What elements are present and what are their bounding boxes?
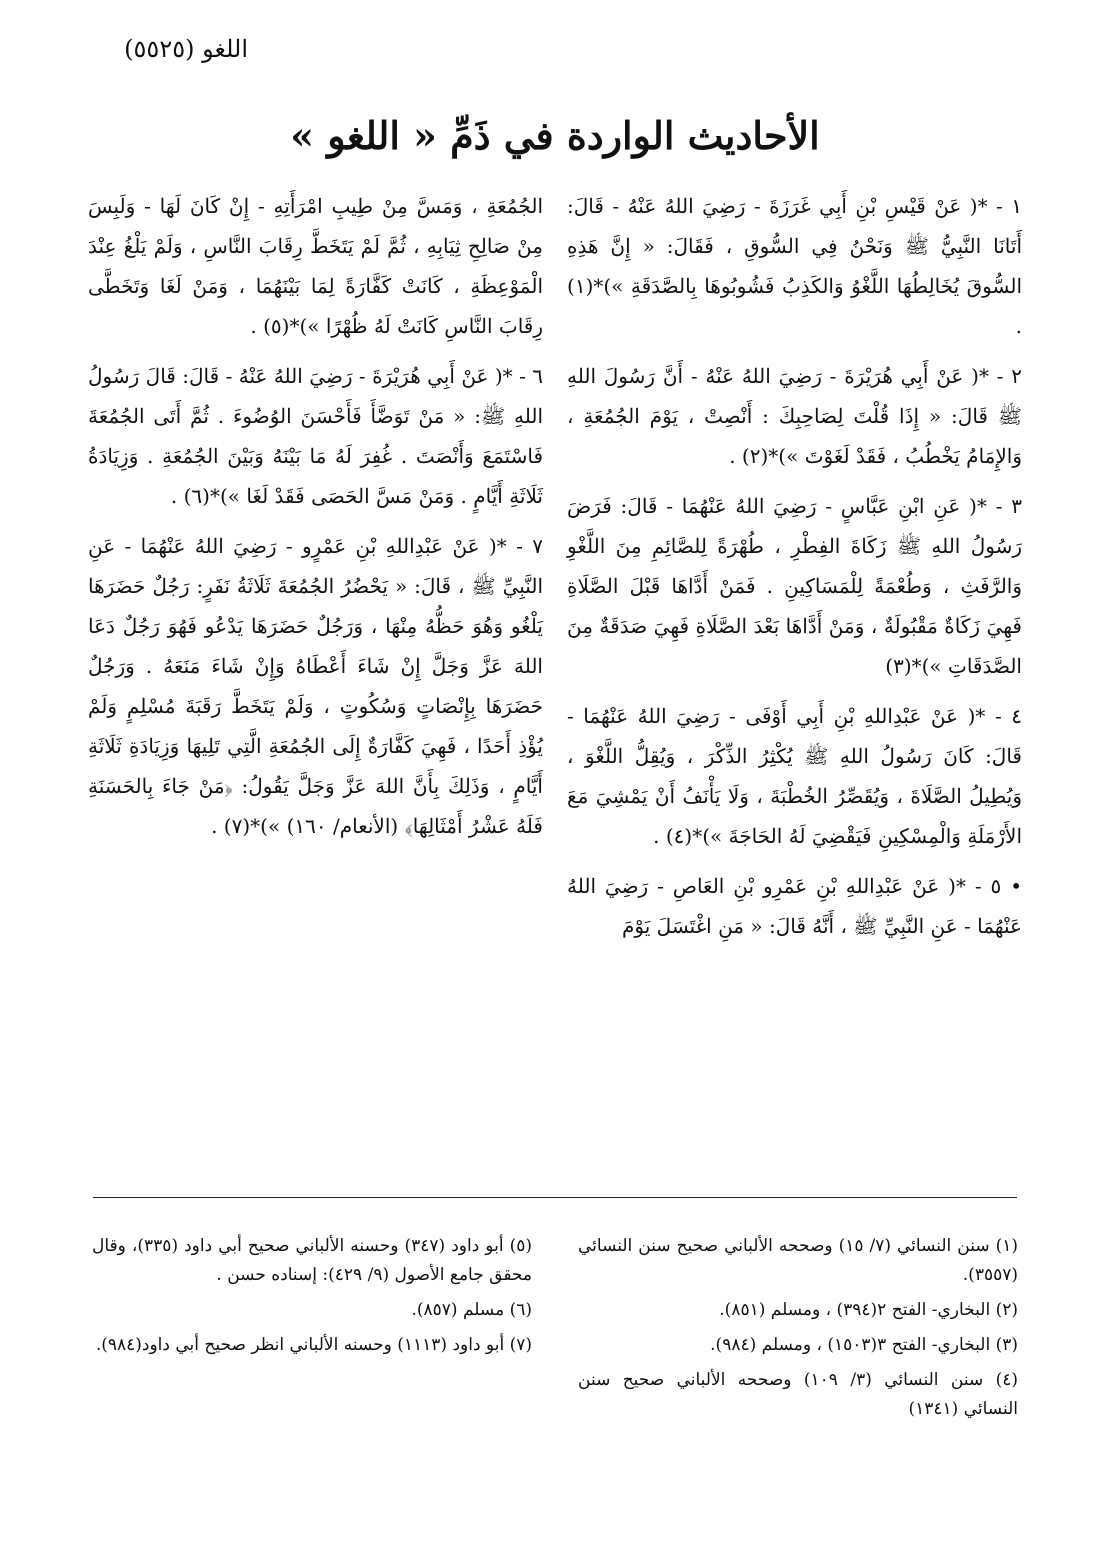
page-title: الأحاديث الواردة في ذَمِّ « اللغو »	[290, 113, 820, 158]
hadith-1: ١ - *( عَنْ قَيْسِ بْنِ أَبِي غَرَزَةَ - رَضِيَ اللهُ عَنْهُ - قَالَ: أَتَانَا النَّبِيُّ ﷺ وَنَحْنُ فِي السُّوقِ ، فَقَالَ: « إِنَّ هَذِهِ السُّوقَ يُخَالِطُهَا اللَّغْوُ وَالكَذِبُ فَشُوبُوهَا بِالصَّدَقَةِ »)*(١) .	[567, 194, 1022, 338]
hadith-column-right	[567, 186, 1022, 956]
footnotes-left	[92, 1232, 532, 1366]
footnote-5: (٥) أبو داود (٣٤٧) وحسنه الألباني صحيح أبي داود (٣٣٥)، وقال محقق جامع الأصول (٩/ ٤٢٩): إسناده حسن .	[92, 1236, 532, 1285]
footnote-6: (٦) مسلم (٨٥٧).	[411, 1300, 532, 1320]
hadith-5-continued: الجُمُعَةِ ، وَمَسَّ مِنْ طِيبِ امْرَأَتِهِ - إِنْ كَانَ لَهَا - وَلَبِسَ مِنْ صَالِحِ ثِيَابِهِ ، ثُمَّ لَمْ يَتَخَطَّ رِقَابَ النَّاسِ ، وَلَمْ يَلْغُ عِنْدَ الْمَوْعِظَةِ ، كَانَتْ كَفَّارَةً لِمَا بَيْنَهُمَا ، وَمَنْ لَغَا وَتَخَطَّى رِقَابَ النَّاسِ كَانَتْ لَهُ ظُهْرًا »)*(٥) .	[88, 194, 543, 338]
hadith-4: ٤ - *( عَنْ عَبْدِاللهِ بْنِ أَبِي أَوْفَى - رَضِيَ اللهُ عَنْهُمَا - قَالَ: كَانَ رَسُولُ اللهِ ﷺ يُكْثِرُ الذِّكْرَ ، وَيُقِلُّ اللَّغْوَ ، وَيُطِيلُ الصَّلَاةَ ، وَيُقَصِّرُ الخُطْبَةَ ، وَلَا يَأْنَفُ أَنْ يَمْشِيَ مَعَ الأَرْمَلَةِ وَالْمِسْكِينِ فَيَقْضِيَ لَهُ الحَاجَةَ »)*(٤) .	[567, 704, 1022, 848]
hadith-5-start: • ٥ - *( عَنْ عَبْدِاللهِ بْنِ عَمْرِو بْنِ العَاصِ - رَضِيَ اللهُ عَنْهُمَا - عَنِ النَّبِيِّ ﷺ ، أَنَّهُ قَالَ: « مَنِ اغْتَسَلَ يَوْمَ	[567, 874, 1022, 938]
footnote-3: (٣) البخاري- الفتح ٣(١٥٠٣) ، ومسلم (٩٨٤).	[710, 1335, 1018, 1355]
footnote-7: (٧) أبو داود (١١١٣) وحسنه الألباني انظر صحيح أبي داود(٩٨٤).	[95, 1335, 532, 1355]
footnotes-right	[578, 1232, 1018, 1430]
footnote-1: (١) سنن النسائي (٧/ ١٥) وصححه الألباني صحيح سنن النسائي (٣٥٥٧).	[578, 1236, 1018, 1285]
hadith-6: ٦ - *( عَنْ أَبِي هُرَيْرَةَ - رَضِيَ اللهُ عَنْهُ - قَالَ: قَالَ رَسُولُ اللهِ ﷺ: « مَنْ تَوَضَّأَ فَأَحْسَنَ الوُضُوءَ . ثُمَّ أَتَى الجُمُعَةَ فَاسْتَمَعَ وَأَنْصَتَ . غُفِرَ لَهُ مَا بَيْنَهُ وَبَيْنَ الجُمُعَةِ . وَزِيَادَةُ ثَلَاثَةِ أَيَّامٍ . وَمَنْ مَسَّ الحَصَى فَقَدْ لَغَا »)*(٦) .	[88, 364, 543, 508]
hadith-2: ٢ - *( عَنْ أَبِي هُرَيْرَةَ - رَضِيَ اللهُ عَنْهُ - أَنَّ رَسُولَ اللهِ ﷺ قَالَ: « إِذَا قُلْتَ لِصَاحِبِكَ : أَنْصِتْ ، يَوْمَ الجُمُعَةِ ، وَالإِمَامُ يَخْطُبُ ، فَقَدْ لَغَوْتَ »)*(٢) .	[567, 364, 1022, 468]
running-head: اللغو (٥٥٢٥)	[124, 35, 248, 63]
footnote-4: (٤) سنن النسائي (٣/ ١٠٩) وصححه الألباني صحيح سنن النسائي (١٣٤١)	[578, 1370, 1019, 1419]
hadith-7: ٧ - *( عَنْ عَبْدِاللهِ بْنِ عَمْرٍو - رَضِيَ اللهُ عَنْهُمَا - عَنِ النَّبِيِّ ﷺ ، قَالَ: « يَحْضُرُ الجُمُعَةَ ثَلَاثَةُ نَفَرٍ: رَجُلٌ حَضَرَهَا يَلْغُو وَهُوَ حَظُّهُ مِنْهَا ، وَرَجُلٌ حَضَرَهَا يَدْعُو فَهُوَ رَجُلٌ دَعَا اللهَ عَزَّ وَجَلَّ إِنْ شَاءَ أَعْطَاهُ وَإِنْ شَاءَ مَنَعَهُ . وَرَجُلٌ حَضَرَهَا بِإِنْصَاتٍ وَسُكُوتٍ ، وَلَمْ يَتَخَطَّ رَقَبَةَ مُسْلِمٍ وَلَمْ يُؤْذِ أَحَدًا ، فَهِيَ كَفَّارَةٌ إِلَى الجُمُعَةِ الَّتِي تَلِيهَا وَزِيَادَةِ ثَلَاثَةِ أَيَّامٍ ، وَذَلِكَ بِأَنَّ اللهَ عَزَّ وَجَلَّ يَقُولُ: ﴿مَنْ جَاءَ بِالحَسَنَةِ فَلَهُ عَشْرُ أَمْثَالِهَا﴾ (الأنعام/ ١٦٠) »)*(٧) .	[88, 534, 543, 838]
footnote-2: (٢) البخاري- الفتح ٢(٣٩٤) ، ومسلم (٨٥١).	[719, 1300, 1018, 1320]
hadith-3: ٣ - *( عَنِ ابْنِ عَبَّاسٍ - رَضِيَ اللهُ عَنْهُمَا - قَالَ: فَرَضَ رَسُولُ اللهِ ﷺ زَكَاةَ الفِطْرِ ، طُهْرَةً لِلصَّائِمِ مِنَ اللَّغْوِ وَالرَّفَثِ ، وَطُعْمَةً لِلْمَسَاكِينِ . فَمَنْ أَدَّاهَا قَبْلَ الصَّلَاةِ فَهِيَ زَكَاةٌ مَقْبُولَةٌ ، وَمَنْ أَدَّاهَا بَعْدَ الصَّلَاةِ فَهِيَ صَدَقَةٌ مِنَ الصَّدَقَاتِ »)*(٣)	[567, 494, 1022, 678]
hadith-column-left	[88, 186, 543, 856]
footnote-divider	[93, 1197, 1017, 1198]
